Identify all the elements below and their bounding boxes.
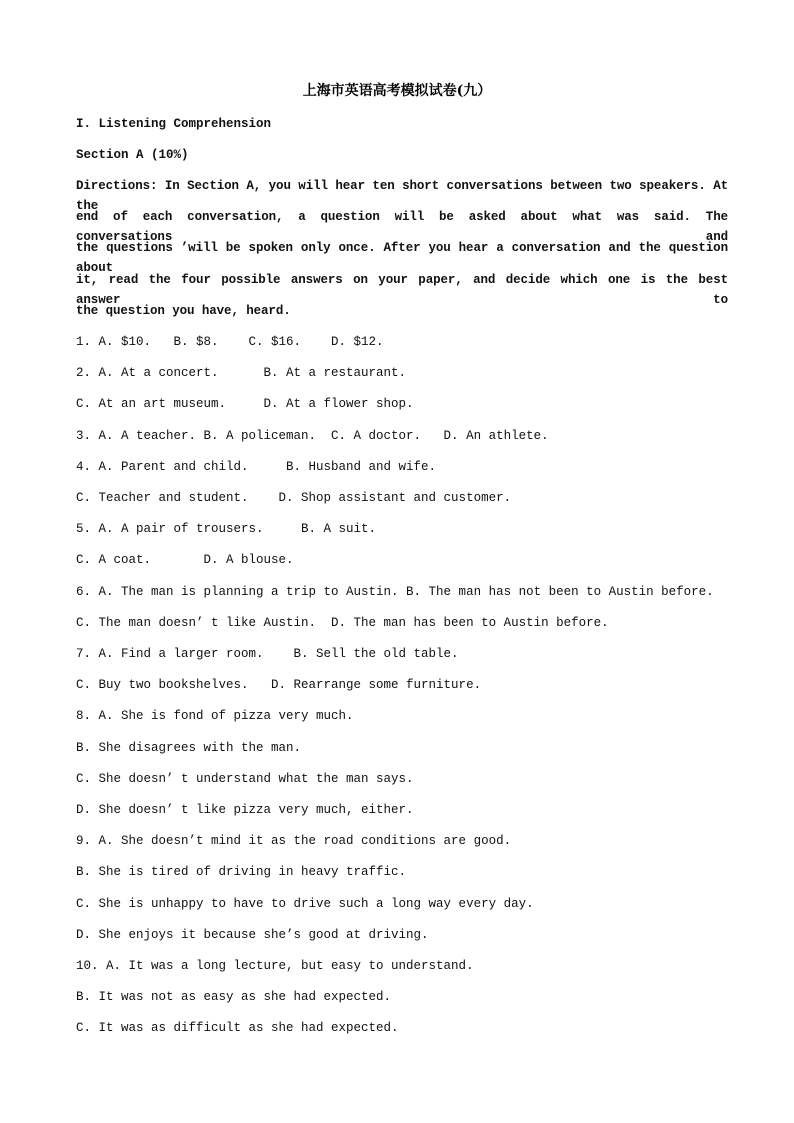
question-4-options-cd: C. Teacher and student. D. Shop assistant and customer. [76,491,512,505]
question-8-option-b: B. She disagrees with the man. [76,741,302,755]
part-heading: I. Listening Comprehension [76,117,272,131]
question-10-option-a: 10. A. It was a long lecture, but easy to understand. [76,959,474,973]
question-9-option-a: 9. A. She doesn’t mind it as the road conditions are good. [76,834,512,848]
directions-line-2: end of each conversation, a question will be asked about what was said. The conversations and [76,210,728,244]
question-7-options-ab: 7. A. Find a larger room. B. Sell the old table. [76,647,459,661]
question-8-option-c: C. She doesn’ t understand what the man says. [76,772,414,786]
question-10-option-b: B. It was not as easy as she had expected. [76,990,392,1004]
question-5-options-cd: C. A coat. D. A blouse. [76,553,294,567]
question-9-option-d: D. She enjoys it because she’s good at driving. [76,928,429,942]
question-6-options-ab: 6. A. The man is planning a trip to Austin. B. The man has not been to Austin before. [76,585,714,599]
question-5-options-ab: 5. A. A pair of trousers. B. A suit. [76,522,377,536]
page-title: 上海市英语高考模拟试卷(九） [302,83,492,99]
question-6-options-cd: C. The man doesn’ t like Austin. D. The man has been to Austin before. [76,616,609,630]
question-4-options-ab: 4. A. Parent and child. B. Husband and wife. [76,460,437,474]
question-8-option-a: 8. A. She is fond of pizza very much. [76,709,354,723]
question-10-option-c: C. It was as difficult as she had expected. [76,1021,399,1035]
question-2-options-cd: C. At an art museum. D. At a flower shop. [76,397,414,411]
directions-line-1: Directions: In Section A, you will hear ten short conversations between two speakers. At the [76,179,728,213]
directions-line-5: the question you have, heard. [76,304,291,318]
question-9-option-c: C. She is unhappy to have to drive such a long way every day. [76,897,534,911]
question-1-options: 1. A. $10. B. $8. C. $16. D. $12. [76,335,384,349]
question-9-option-b: B. She is tired of driving in heavy traffic. [76,865,407,879]
section-heading: Section A (10%) [76,148,189,162]
question-7-options-cd: C. Buy two bookshelves. D. Rearrange some furniture. [76,678,482,692]
question-8-option-d: D. She doesn’ t like pizza very much, either. [76,803,414,817]
question-2-options-ab: 2. A. At a concert. B. At a restaurant. [76,366,407,380]
directions-line-3: the questions ’will be spoken only once. After you hear a conversation and the question about [76,241,728,275]
question-3-options: 3. A. A teacher. B. A policeman. C. A doctor. D. An athlete. [76,429,549,443]
directions-line-4: it, read the four possible answers on your paper, and decide which one is the best answer to [76,273,728,307]
